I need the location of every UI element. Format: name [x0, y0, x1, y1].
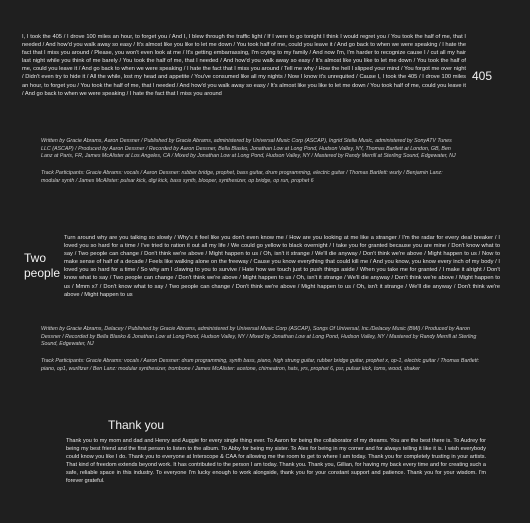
- song-two-people-title: Two people: [24, 251, 61, 280]
- song-two-people-lyrics: Turn around why are you talking so slowly / Why's it feel like you don't even know me / How are you looking at me like a stranger / I'm the radar for every deal breaker / I loved you so hard for a time / I've tried to ration it out all my life / We could go yellow to black overnight / I take you for granted because you are mine / Don't know what to say / Two people can change / Don't think we're above / Might happen to us / Oh, isn't it strange / We'll die anyway / Don't think we're above / Might happen to us / Now to make sense of half of a decade / Feels like walking alone on the freeway / Cause you know everything that could kill me / And you know, you know every inch of my body / I loved you so hard for a time / So why am I clawing to you to survive / Hate how we touch just to push things aside / When you take me for granted / I make it alright / Don't know what to say / Two people can change / Don't think we're above / Might happen to us / Oh, isn't it strange / We'll die anyway / Don't think we're above / Might happen to us / Mmm x7 / Don't know what to say / Two people can change / Don't think we're above / Might happen to us / Oh, isn't it strange / We'll die anyway / Don't think we're above / Might happen to us: [64, 235, 500, 298]
- song-405-track-participants: Track Participants: Gracie Abrams: vocals / Aaron Dessner: rubber bridge, prophet, bass guitar, drum programming, electric guitar / Thomas Bartlett: wurly / Benjamin Lanz: modular synth / James McAlister: pulsar kick, digi kick, bass synth, blooper, synthesizer, op bridge, op run, prophet 6: [41, 170, 443, 184]
- song-405-lyrics: I, I took the 405 / I drove 100 miles an hour, to forget you / And I, I blew through the traffic light / If I were to go tonight I think I would regret you / You took the half of me, that I needed / And how'd you walk away so easy / It's almost like you like to let me down / You took half of me, could you leave it / And go back to when we were speaking / I hate the fact that I miss you around / Please, you won't even look at me / It's getting embarrassing, I'm crying to my family / And now I'm, I'm harder to recognize cause I / cut all my hair last night while you think of me barely / You took the half of me, that I needed / And how'd you walk away so easy / It's almost like you like to let me down / You took the half of me, could you leave it / And go back to when we were speaking / I hate the fact that I miss you around / Tell me why / How the hell I slipped your mind / You forgot me over night / Didn't even try to hide it / All the while, lost my head and appetite / You've consumed like all my nights / Now I know it's unrequited / Cause I, I took the 405 / I drove 100 miles an hour, to forget you / You took the half of me, that I needed / And how'd you walk away so easy / It's almost like you like to let me down / You took half of me, could you leave it / And go back to when we were speaking / I hate the fact that I miss you around: [22, 34, 466, 97]
- song-two-people-track-participants: Track Participants: Gracie Abrams: vocals / Aaron Dessner: drum programming, synth bass, piano, high strung guitar, rubber bridge guitar, prophet x, op-1, electric guitar / Thomas Bartlett: piano, op1, wurlitzer / Ben Lanz: modular synthesizer, trombone / James McAlister: acetone, chimeatron, hats, yrs, prophet 6, psr, pulsar kick, toms, wood, shaker: [41, 358, 480, 372]
- song-two-people-credits: Written by Gracie Abrams, Delacey / Published by Gracie Abrams, administered by Universal Music Corp (ASCAP), Songs Of Universal, Inc./Delacey Music (BMI) / Produced by Aaron Dessner / Recorded by Bella Blasko & Jonathan Low at Long Pond, Hudson Valley, NY / Mixed by Jonathan Low at Long Pond, Hudson Valley, NY / Mastered by Randy Merrill at Sterling Sound, Edgewater, NJ: [41, 326, 477, 348]
- thank-you-title: Thank you: [108, 418, 165, 432]
- song-405-credits: Written by Gracie Abrams, Aaron Dessner / Published by Gracie Abrams, administered by Universal Music Corp (ASCAP), Ingrid Stella Music, administered by SonyATV Tunes LLC (ASCAP) / Produced by Aaron Dessner / Recorded by Aaron Dessner, Bella Blasko, Jonathan Low at Long Pond, Hudson Valley, NY, Thomas Bartlett at London, GB, Ben Lanz at Paris, FR, James McAlister at Los Angeles, CA / Mixed by Jonathan Low at Long Pond, Hudson Valley, NY / Mastered by Randy Merrill at Sterling Sound, Edgewater, NJ: [41, 138, 456, 160]
- thank-you-text: Thank you to my mom and dad and Henry and Auggie for every single thing ever. To Aaron for being the collaborator of my dreams. You are the best there is. To Audrey for being my best friend and the first person to listen to the album. To Abby for being my sister. To Alex for being in my corner and for always telling it like it is. I wish everybody could know you like I do. Thank you to everyone at Interscope & CAA for allowing me the room to get to where I am today. Thank you for completely trusting in your artists. That kind of freedom extends beyond work. It has contributed to the person I am today. Thank you. Thank you, Gillian, for having my back every time and for creating such a safe, reliable space in this industry. To everyone I'm lucky enough to work alongside, thank you for your constant support and patience. Thank you for your wisdom. I'm forever grateful.: [66, 438, 486, 484]
- song-405-title: 405: [472, 69, 493, 83]
